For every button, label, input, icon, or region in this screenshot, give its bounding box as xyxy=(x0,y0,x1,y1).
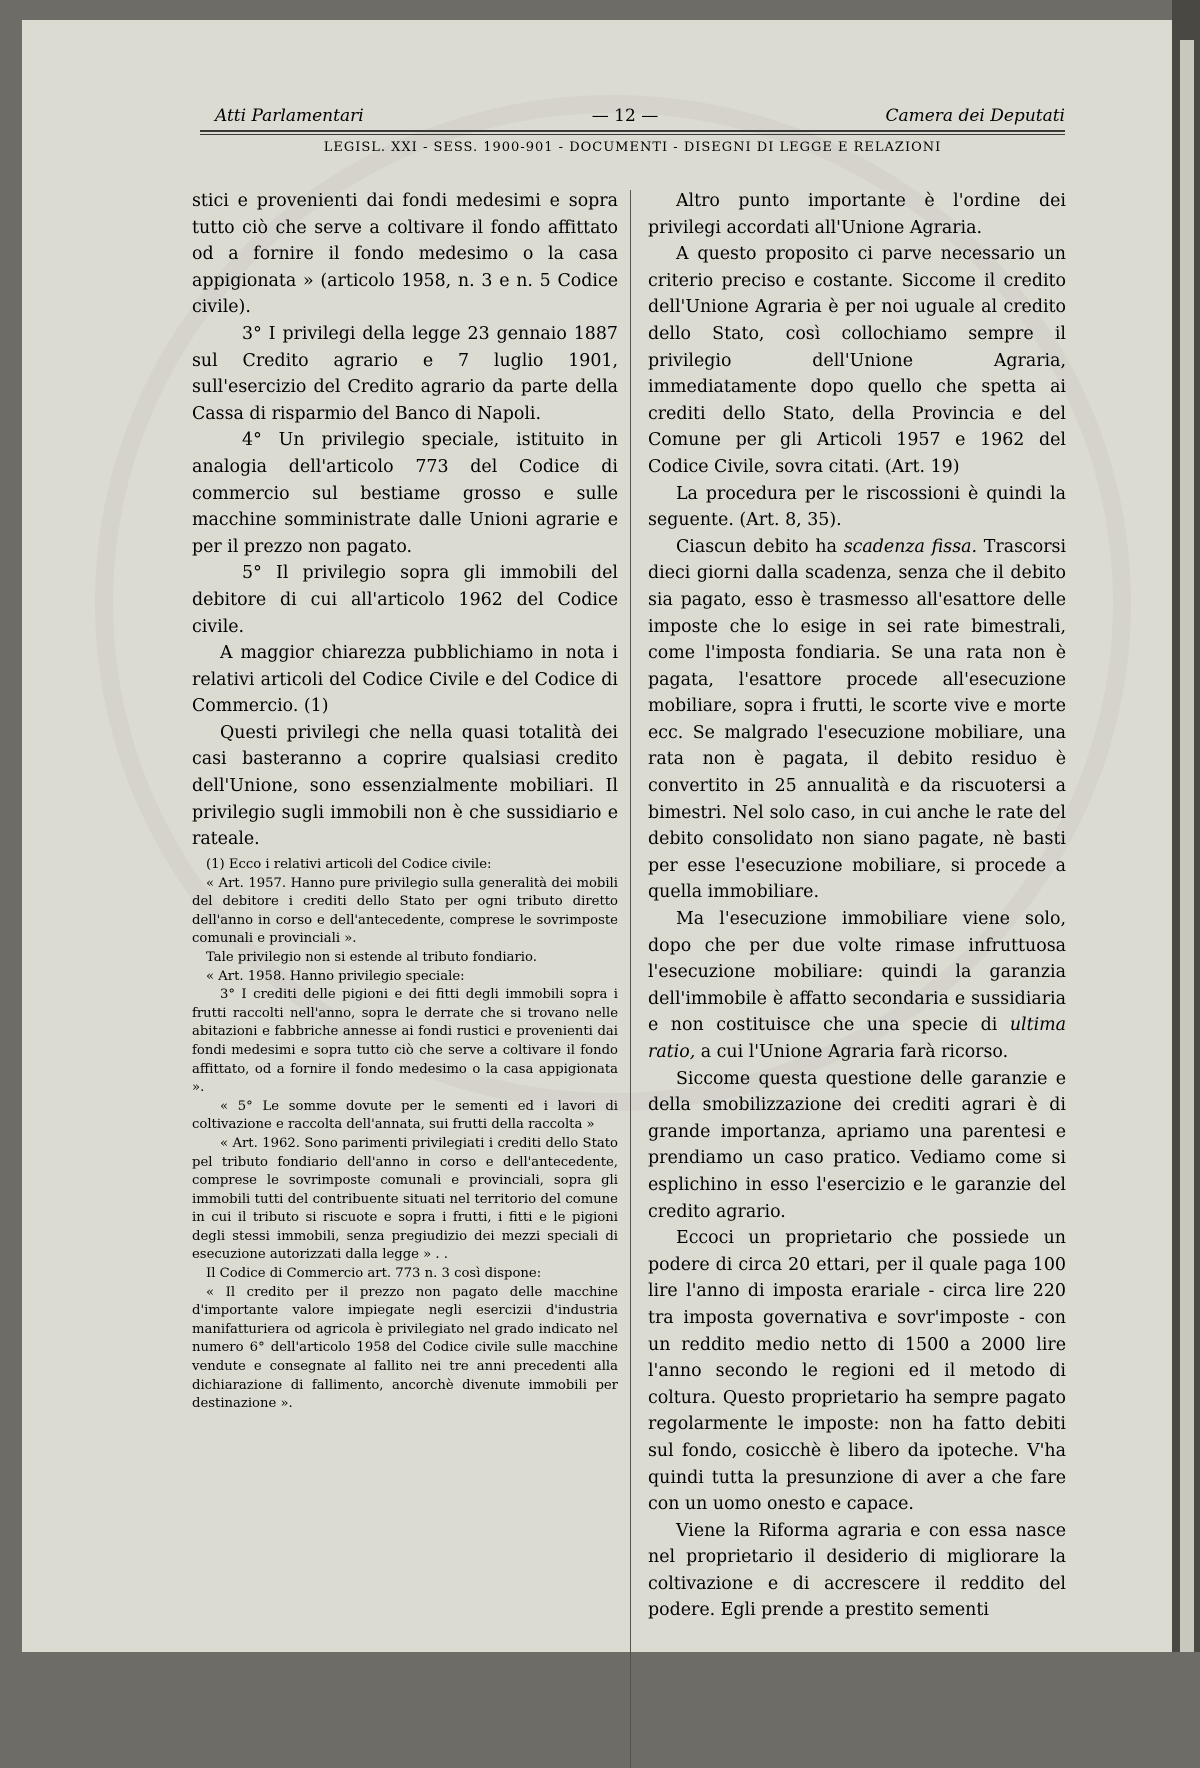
left-column xyxy=(192,188,618,853)
italic-term: ultima ratio, xyxy=(648,1015,1066,1062)
header-rule-thin xyxy=(200,134,1065,135)
footnote: « Art. 1962. Sono parimenti privilegiati i crediti dello Stato pel tributo fondiario dell'anno in corso e dell'antecedente, comprese le sovrimposte comunali e provinciali, sopra gli immobili tutti del contribuente situati nel territorio del comune in cui il tributo si riscuote e sopra i frutti, i fitti e le pigioni degli stessi immobili, senza pregiudizio dei mezzi speciali di esecuzione autorizzati dalla legge » . . xyxy=(192,1135,618,1263)
text: a cui l'Unione Agraria farà ricorso. xyxy=(695,1042,1009,1062)
paragraph: 5° Il privilegio sopra gli immobili del debitore di cui all'articolo 1962 del Codice civile. xyxy=(192,563,618,637)
footnotes xyxy=(192,856,618,1414)
paragraph xyxy=(648,906,1066,1066)
page-number: — 12 — xyxy=(591,106,659,126)
header-rule xyxy=(200,130,1065,132)
header-right: Camera dei Deputati xyxy=(885,106,1065,126)
header-left: Atti Parlamentari xyxy=(215,106,364,126)
footnote: (1) Ecco i relativi articoli del Codice civile: xyxy=(206,857,492,872)
paragraph: Questi privilegi che nella quasi totalità dei casi basteranno a coprire qualsiasi credito dell'Unione, sono essenzialmente mobiliari. Il privilegio sugli immobili non è che sussidiario e rateale. xyxy=(192,722,618,850)
running-header xyxy=(185,106,1065,132)
paragraph: La procedura per le riscossioni è quindi la seguente. (Art. 8, 35). xyxy=(648,483,1066,531)
footnote: Il Codice di Commercio art. 773 n. 3 così dispone: xyxy=(206,1266,542,1282)
footnote: « 5° Le somme dovute per le sementi ed i lavori di coltivazione e raccolta dell'annata, sui frutti della raccolta » xyxy=(192,1098,618,1133)
footnote: Tale privilegio non si estende al tributo fondiario. xyxy=(206,949,537,965)
right-column xyxy=(648,188,1066,1624)
text: Ma l'esecuzione immobiliare viene solo, dopo che per due volte rimase infruttuosa l'esecuzione mobiliare: quindi la garanzia dell'immobile è affatto secondaria e sussidiaria e non costituisce che una specie di xyxy=(648,909,1066,1036)
paragraph: 3° I privilegi della legge 23 gennaio 1887 sul Credito agrario e 7 luglio 1901, sull'esercizio del Credito agrario da parte della Cassa di risparmio del Banco di Napoli. xyxy=(192,323,618,424)
paragraph: A questo proposito ci parve necessario un criterio preciso e costante. Siccome il credito dell'Unione Agraria è per noi uguale al credito dello Stato, così collochiamo sempre il privilegio dell'Unione Agraria, immediatamente dopo quello che spetta ai crediti dello Stato, della Provincia e del Comune per gli Articoli 1957 e 1962 del Codice Civile, sovra citati. (Art. 19) xyxy=(648,244,1066,477)
italic-term: scadenza fissa. xyxy=(843,536,978,557)
footnote: 3° I crediti delle pigioni e dei fitti degli immobili sopra i frutti raccolti nell'anno, sopra le derrate che si trovano nelle abitazioni e fabbriche annesse ai fondi rustici e provenienti dai fondi medesimi e sopra tutto ciò che serve a coltivare il fondo affittato, od a fornire il fondo medesimo o la casa appigionata ». xyxy=(192,987,618,1096)
text: Trascorsi dieci giorni dalla scadenza, senza che il debito sia pagato, esso è trasmesso all'esattore delle imposte che lo esige in sei rate bimestrali, come l'imposta fondiaria. Se una rata non è pagata, l'esattore procede all'esecuzione mobiliare, sopra i frutti, le scorte vive e morte ecc. Se malgrado l'esecuzione mobiliare, una rata non è pagata, il debito residuo è convertito in 25 annualità e da riscuotersi a bimestri. Nel solo caso, in cui anche le rate del debito consolidato non siano pagate, nè basti per esse l'esecuzione mobiliare, si procede a quella immobiliare. xyxy=(648,536,1067,903)
column-divider xyxy=(630,190,631,1768)
paragraph xyxy=(648,534,1066,906)
footnote: « Art. 1957. Hanno pure privilegio sulla generalità dei mobili del debitore i crediti dello Stato per ogni tributo diretto dell'anno in corso e dell'antecedente, comprese le sovrimposte comunali e provinciali ». xyxy=(192,875,618,947)
footnote: « Art. 1958. Hanno privilegio speciale: xyxy=(206,968,465,984)
paragraph: Altro punto importante è l'ordine dei privilegi accordati all'Unione Agraria. xyxy=(648,191,1066,238)
next-page-edge xyxy=(1180,40,1194,1652)
paragraph: 4° Un privilegio speciale, istituito in analogia dell'articolo 773 del Codice di commercio sul bestiame grosso e sulle macchine somministrate dalle Unioni agrarie e per il prezzo non pagato. xyxy=(192,430,618,557)
paragraph: Eccoci un proprietario che possiede un podere di circa 20 ettari, per il quale paga 100 lire l'anno di imposta erariale - circa lire 220 tra imposta governativa e sovr'imposte - con un reddito medio netto di 1500 a 2000 lire l'anno secondo le regioni ed il metodo di coltura. Questo proprietario ha sempre pagato regolarmente le imposte: non ha fatto debiti sul fondo, cosicchè è libero da ipoteche. V'ha quindi tutta la presunzione di aver a che fare con un uomo onesto e capace. xyxy=(648,1228,1066,1515)
paragraph: Viene la Riforma agraria e con essa nasce nel proprietario il desiderio di migliorare la coltivazione e di accrescere il reddito del podere. Egli prende a prestito sementi xyxy=(648,1520,1066,1621)
paragraph: A maggior chiarezza pubblichiamo in nota i relativi articoli del Codice Civile e del Codice di Commercio. (1) xyxy=(192,643,618,717)
paragraph: Siccome questa questione delle garanzie e della smobilizzazione dei crediti agrari è di grande importanza, apriamo una parentesi e prendiamo un caso pratico. Vediamo come si esplichino in esso l'esercizio e le garanzie del credito agrario. xyxy=(648,1068,1066,1222)
footnote: « Il credito per il prezzo non pagato delle macchine d'importante valore impiegate negli esercizii d'industria manifatturiera od agricola è privilegiato nel grado indicato nel numero 6° dell'articolo 1958 del Codice civile sulle macchine vendute e consegnate al fallito nei tre anni precedenti alla dichiarazione di fallimento, ancorchè divenute immobili per destinazione ». xyxy=(192,1284,618,1412)
text: Ciascun debito ha xyxy=(676,536,844,557)
paragraph: stici e provenienti dai fondi medesimi e sopra tutto ciò che serve a coltivare il fondo affittato od a fornire il fondo medesimo o la casa appigionata » (articolo 1958, n. 3 e n. 5 Codice civile). xyxy=(192,191,618,318)
subheader: LEGISL. XXI - SESS. 1900-901 - DOCUMENTI - DISEGNI DI LEGGE E RELAZIONI xyxy=(323,140,942,155)
